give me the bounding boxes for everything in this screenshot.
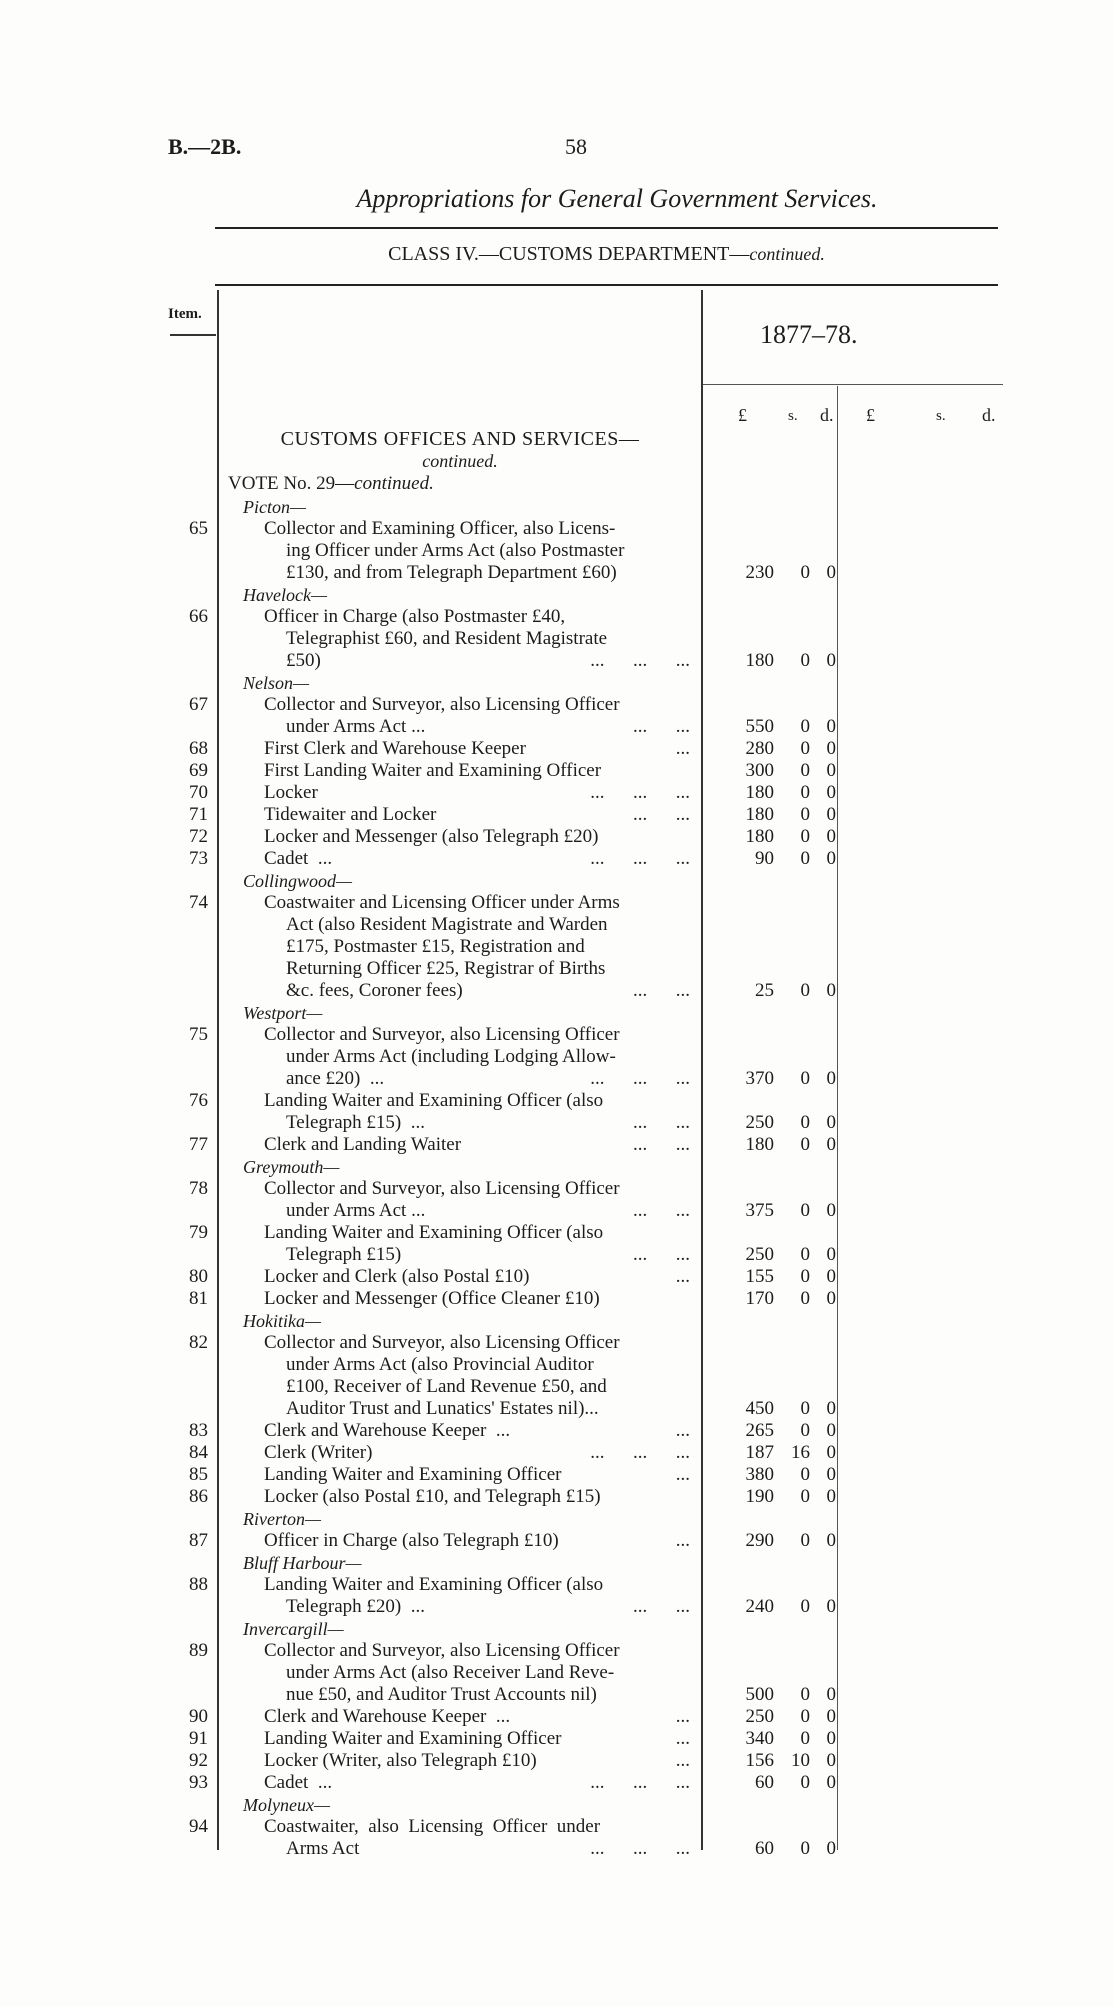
item-number: 80 [189, 1266, 208, 1287]
amount-pounds: 190 [745, 1486, 774, 1507]
item-description: Nelson— [243, 673, 310, 693]
table-row [0, 1728, 1114, 1750]
item-description: Returning Officer £25, Registrar of Births [286, 958, 606, 979]
table-row [0, 1442, 1114, 1464]
amount-pounds: 280 [745, 738, 774, 759]
amount-shillings: 0 [800, 760, 810, 781]
vote-label: VOTE No. 29— [228, 473, 355, 494]
table-row [0, 1772, 1114, 1794]
class-title-text: CLASS IV.—CUSTOMS DEPARTMENT— [388, 243, 750, 265]
class-title [215, 243, 998, 266]
table-row [0, 716, 1114, 738]
item-description: Telegraph £15) ... [286, 1112, 426, 1133]
location-heading [0, 1310, 1114, 1332]
amount-pence: 0 [826, 1772, 836, 1793]
amount-pence: 0 [826, 1486, 836, 1507]
amount-shillings: 0 [800, 782, 810, 803]
table-row [0, 1684, 1114, 1706]
table-row [0, 760, 1114, 782]
table-row [0, 826, 1114, 848]
item-number: 86 [189, 1486, 208, 1507]
vote-continued: continued. [354, 473, 434, 494]
item-number: 83 [189, 1420, 208, 1441]
amount-pounds: 450 [745, 1398, 774, 1419]
class-title-suffix: continued. [749, 244, 825, 264]
item-description: £175, Postmaster £15, Registration and [286, 936, 585, 957]
leader-dots: ... ... [633, 1244, 690, 1265]
amount-shillings: 0 [800, 980, 810, 1001]
item-description: Arms Act [286, 1838, 360, 1859]
item-description: Tidewaiter and Locker [264, 804, 437, 825]
item-description: Clerk and Warehouse Keeper ... [264, 1420, 511, 1441]
item-number: 90 [189, 1706, 208, 1727]
table-row [0, 1288, 1114, 1310]
amount-shillings: 0 [800, 1772, 810, 1793]
table-row [0, 1816, 1114, 1838]
item-number: 85 [189, 1464, 208, 1485]
item-number: 77 [189, 1134, 208, 1155]
item-number: 88 [189, 1574, 208, 1595]
item-description: Landing Waiter and Examining Officer (also [264, 1090, 604, 1111]
location-heading [0, 870, 1114, 892]
item-description: ing Officer under Arms Act (also Postmaster [286, 540, 625, 561]
item-number: 71 [189, 804, 208, 825]
item-description: Collingwood— [243, 871, 353, 891]
leader-dots: ... ... ... [590, 1068, 690, 1089]
amount-pounds: 340 [745, 1728, 774, 1749]
table-row [0, 1222, 1114, 1244]
item-number: 89 [189, 1640, 208, 1661]
item-number: 75 [189, 1024, 208, 1045]
amount-pence: 0 [826, 1398, 836, 1419]
amount-shillings: 0 [800, 1134, 810, 1155]
amount-pence: 0 [826, 1728, 836, 1749]
item-number: 81 [189, 1288, 208, 1309]
item-description: Collector and Surveyor, also Licensing Officer [264, 1332, 620, 1353]
leader-dots: ... ... [633, 1112, 690, 1133]
amount-pounds: 290 [745, 1530, 774, 1551]
table-row [0, 1706, 1114, 1728]
item-description: Telegraph £15) [286, 1244, 402, 1265]
item-description: Westport— [243, 1003, 323, 1023]
leader-dots: ... [675, 1750, 690, 1771]
item-number: 72 [189, 826, 208, 847]
item-description: Officer in Charge (also Postmaster £40, [264, 606, 566, 627]
item-description: Havelock— [243, 585, 327, 605]
leader-dots: ... ... [633, 1596, 690, 1617]
item-number: 67 [189, 694, 208, 715]
amount-pence: 0 [826, 1684, 836, 1705]
amount-pence: 0 [826, 562, 836, 583]
amount-shillings: 0 [800, 1266, 810, 1287]
leader-dots: ... [675, 1266, 690, 1287]
title-rule [215, 227, 998, 229]
amount-pounds: 240 [745, 1596, 774, 1617]
leader-dots: ... ... [633, 1134, 690, 1155]
amount-pence: 0 [826, 804, 836, 825]
amount-shillings: 0 [800, 1398, 810, 1419]
table-row [0, 1574, 1114, 1596]
table-row [0, 914, 1114, 936]
item-description: Landing Waiter and Examining Officer [264, 1464, 562, 1485]
table-row [0, 848, 1114, 870]
amount-pence: 0 [826, 826, 836, 847]
leader-dots: ... [675, 738, 690, 759]
amount-pounds: 180 [745, 782, 774, 803]
item-description: Hokitika— [243, 1311, 321, 1331]
item-description: Greymouth— [243, 1157, 340, 1177]
amount-shillings: 0 [800, 1244, 810, 1265]
amount-shillings: 0 [800, 1596, 810, 1617]
leader-dots: ... ... [633, 804, 690, 825]
table-row [0, 1266, 1114, 1288]
item-number: 94 [189, 1816, 208, 1837]
location-heading [0, 1794, 1114, 1816]
item-number: 70 [189, 782, 208, 803]
item-description: Clerk (Writer) [264, 1442, 373, 1463]
amount-pounds: 155 [745, 1266, 774, 1287]
location-heading [0, 1618, 1114, 1640]
amount-shillings: 0 [800, 1706, 810, 1727]
table-row [0, 1178, 1114, 1200]
amount-pounds: 187 [745, 1442, 774, 1463]
leader-dots: ... ... ... [590, 782, 690, 803]
amount-pence: 0 [826, 760, 836, 781]
amount-pounds: 25 [755, 980, 774, 1001]
table-row [0, 1354, 1114, 1376]
item-number: 76 [189, 1090, 208, 1111]
page-title: Appropriations for General Government Services. [356, 184, 878, 213]
amount-pounds: 180 [745, 650, 774, 671]
table-top-rule [215, 284, 998, 286]
table-row [0, 628, 1114, 650]
amount-pence: 0 [826, 1442, 836, 1463]
document-reference: B.—2B. [168, 134, 242, 159]
item-description: Collector and Examining Officer, also Licens- [264, 518, 616, 539]
item-number: 84 [189, 1442, 208, 1463]
amount-shillings: 0 [800, 716, 810, 737]
shillings-header: s. [788, 408, 798, 424]
leader-dots: ... [675, 1530, 690, 1551]
table-row [0, 606, 1114, 628]
amount-shillings: 0 [800, 1112, 810, 1133]
amount-pence: 0 [826, 1266, 836, 1287]
amount-pence: 0 [826, 848, 836, 869]
amount-shillings: 0 [800, 1464, 810, 1485]
item-description: Landing Waiter and Examining Officer [264, 1728, 562, 1749]
item-number: 73 [189, 848, 208, 869]
table-row [0, 1662, 1114, 1684]
leader-dots: ... ... ... [590, 848, 690, 869]
amount-pence: 0 [826, 980, 836, 1001]
leader-dots: ... ... ... [590, 1442, 690, 1463]
table-row [0, 1640, 1114, 1662]
amount-shillings: 0 [800, 826, 810, 847]
item-description: Riverton— [243, 1509, 321, 1529]
pence-total-header: d. [982, 405, 996, 425]
item-description: Auditor Trust and Lunatics' Estates nil)... [286, 1398, 599, 1419]
item-description: Coastwaiter and Licensing Officer under Arms [264, 892, 620, 913]
item-description: Locker and Messenger (Office Cleaner £10) [264, 1288, 600, 1309]
location-heading [0, 1508, 1114, 1530]
item-column-header: Item. [168, 306, 202, 322]
item-description: £130, and from Telegraph Department £60) [286, 562, 617, 583]
item-description: under Arms Act (also Provincial Auditor [286, 1354, 594, 1375]
item-description: Landing Waiter and Examining Officer (also [264, 1222, 604, 1243]
item-header-underline [170, 334, 216, 336]
amount-pounds: 250 [745, 1112, 774, 1133]
table-row [0, 518, 1114, 540]
item-description: Clerk and Landing Waiter [264, 1134, 462, 1155]
table-row [0, 650, 1114, 672]
item-number: 66 [189, 606, 208, 627]
item-description: Molyneux— [243, 1795, 330, 1815]
amount-shillings: 0 [800, 738, 810, 759]
amount-pence: 0 [826, 1706, 836, 1727]
location-heading [0, 584, 1114, 606]
table-row [0, 540, 1114, 562]
item-description: First Clerk and Warehouse Keeper [264, 738, 526, 759]
item-description: Collector and Surveyor, also Licensing Officer [264, 1024, 620, 1045]
item-number: 93 [189, 1772, 208, 1793]
item-number: 92 [189, 1750, 208, 1771]
table-row [0, 738, 1114, 760]
item-description: Locker and Messenger (also Telegraph £20) [264, 826, 599, 847]
table-row [0, 694, 1114, 716]
item-description: £50) [286, 650, 321, 671]
table-row [0, 1134, 1114, 1156]
table-row [0, 1464, 1114, 1486]
table-row [0, 1398, 1114, 1420]
section-heading-continued: continued. [422, 451, 498, 471]
section-heading: CUSTOMS OFFICES AND SERVICES— [280, 428, 640, 450]
location-heading [0, 1552, 1114, 1574]
item-description: Cadet ... [264, 1772, 333, 1793]
item-description: Officer in Charge (also Telegraph £10) [264, 1530, 559, 1551]
amount-pounds: 300 [745, 760, 774, 781]
table-row [0, 1376, 1114, 1398]
amount-pence: 0 [826, 1112, 836, 1133]
amount-pounds: 250 [745, 1706, 774, 1727]
amount-shillings: 0 [800, 1068, 810, 1089]
amount-pounds: 370 [745, 1068, 774, 1089]
table-row [0, 1486, 1114, 1508]
amount-pounds: 380 [745, 1464, 774, 1485]
amount-shillings: 16 [791, 1442, 810, 1463]
item-number: 82 [189, 1332, 208, 1353]
amount-pounds: 265 [745, 1420, 774, 1441]
leader-dots: ... [675, 1706, 690, 1727]
amount-pence: 0 [826, 1464, 836, 1485]
item-description: Collector and Surveyor, also Licensing Officer [264, 1640, 620, 1661]
table-row [0, 562, 1114, 584]
item-description: under Arms Act ... [286, 716, 426, 737]
pence-header: d. [820, 405, 834, 425]
location-heading [0, 1002, 1114, 1024]
pounds-header: £ [738, 405, 747, 425]
item-description: &c. fees, Coroner fees) [286, 980, 463, 1001]
pounds-total-header: £ [866, 405, 875, 425]
item-description: Telegraph £20) ... [286, 1596, 426, 1617]
amount-pence: 0 [826, 782, 836, 803]
table-row [0, 980, 1114, 1002]
leader-dots: ... ... [633, 980, 690, 1001]
amount-shillings: 0 [800, 1838, 810, 1859]
table-row [0, 1046, 1114, 1068]
location-heading [0, 672, 1114, 694]
amount-pence: 0 [826, 1838, 836, 1859]
amount-shillings: 0 [800, 562, 810, 583]
item-description: Act (also Resident Magistrate and Warden [286, 914, 608, 935]
amount-pence: 0 [826, 1750, 836, 1771]
table-row [0, 1332, 1114, 1354]
amount-shillings: 0 [800, 1728, 810, 1749]
amount-pence: 0 [826, 1288, 836, 1309]
table-row [0, 804, 1114, 826]
item-number: 65 [189, 518, 208, 539]
leader-dots: ... [675, 1420, 690, 1441]
table-row [0, 1112, 1114, 1134]
item-description: Telegraphist £60, and Resident Magistrate [286, 628, 608, 649]
item-description: under Arms Act ... [286, 1200, 426, 1221]
amount-pounds: 550 [745, 716, 774, 737]
vote-line [228, 473, 434, 495]
item-description: Locker and Clerk (also Postal £10) [264, 1266, 530, 1287]
table-row [0, 892, 1114, 914]
table-row [0, 782, 1114, 804]
year-column-header: 1877–78. [760, 320, 858, 349]
amount-pounds: 250 [745, 1244, 774, 1265]
amount-shillings: 0 [800, 804, 810, 825]
item-description: Locker (Writer, also Telegraph £10) [264, 1750, 537, 1771]
amount-pounds: 500 [745, 1684, 774, 1705]
item-description: under Arms Act (including Lodging Allow- [286, 1046, 616, 1067]
leader-dots: ... ... ... [590, 1772, 690, 1793]
item-number: 69 [189, 760, 208, 781]
table-row [0, 1024, 1114, 1046]
leader-dots: ... [675, 1464, 690, 1485]
table-row [0, 1068, 1114, 1090]
amount-pence: 0 [826, 716, 836, 737]
amount-pounds: 180 [745, 804, 774, 825]
table-row [0, 1596, 1114, 1618]
item-description: £100, Receiver of Land Revenue £50, and [286, 1376, 607, 1397]
table-row [0, 1530, 1114, 1552]
item-description: Bluff Harbour— [243, 1553, 362, 1573]
item-number: 68 [189, 738, 208, 759]
amount-shillings: 0 [800, 1288, 810, 1309]
page-number: 58 [565, 134, 587, 159]
leader-dots: ... ... ... [590, 650, 690, 671]
amount-shillings: 0 [800, 1420, 810, 1441]
item-description: nue £50, and Auditor Trust Accounts nil) [286, 1684, 597, 1705]
location-heading [0, 1156, 1114, 1178]
amount-shillings: 0 [800, 1530, 810, 1551]
item-description: Picton— [243, 497, 306, 517]
table-row [0, 1090, 1114, 1112]
amount-pence: 0 [826, 1244, 836, 1265]
item-description: under Arms Act (also Receiver Land Reve- [286, 1662, 615, 1683]
item-description: Cadet ... [264, 848, 333, 869]
amount-pounds: 60 [755, 1838, 774, 1859]
amount-shillings: 0 [800, 1684, 810, 1705]
leader-dots: ... [675, 1728, 690, 1749]
item-number: 87 [189, 1530, 208, 1551]
item-description: Collector and Surveyor, also Licensing Officer [264, 1178, 620, 1199]
table-row [0, 1420, 1114, 1442]
location-heading [0, 496, 1114, 518]
table-row [0, 936, 1114, 958]
amount-pounds: 60 [755, 1772, 774, 1793]
amount-pence: 0 [826, 1068, 836, 1089]
amount-pounds: 375 [745, 1200, 774, 1221]
amount-pence: 0 [826, 1420, 836, 1441]
amount-shillings: 0 [800, 1200, 810, 1221]
amount-shillings: 0 [800, 1486, 810, 1507]
item-description: Clerk and Warehouse Keeper ... [264, 1706, 511, 1727]
item-description: Landing Waiter and Examining Officer (also [264, 1574, 604, 1595]
year-header-rule [703, 384, 1003, 385]
table-row [0, 958, 1114, 980]
table-row [0, 1200, 1114, 1222]
amount-pounds: 230 [745, 562, 774, 583]
amount-shillings: 10 [791, 1750, 810, 1771]
leader-dots: ... ... [633, 716, 690, 737]
shillings-total-header: s. [936, 408, 946, 424]
amount-pounds: 90 [755, 848, 774, 869]
table-row [0, 1244, 1114, 1266]
amount-shillings: 0 [800, 650, 810, 671]
amount-pence: 0 [826, 1134, 836, 1155]
item-description: Collector and Surveyor, also Licensing Officer [264, 694, 620, 715]
amount-pence: 0 [826, 1530, 836, 1551]
amount-pounds: 170 [745, 1288, 774, 1309]
amount-shillings: 0 [800, 848, 810, 869]
amount-pounds: 180 [745, 826, 774, 847]
item-description: Invercargill— [243, 1619, 344, 1639]
item-description: Locker (also Postal £10, and Telegraph £15) [264, 1486, 601, 1507]
amount-pence: 0 [826, 738, 836, 759]
amount-pence: 0 [826, 1596, 836, 1617]
item-number: 78 [189, 1178, 208, 1199]
item-number: 91 [189, 1728, 208, 1749]
leader-dots: ... ... ... [590, 1838, 690, 1859]
amount-pounds: 156 [745, 1750, 774, 1771]
item-description: Locker [264, 782, 318, 803]
table-row [0, 1838, 1114, 1860]
amount-pence: 0 [826, 650, 836, 671]
item-description: First Landing Waiter and Examining Officer [264, 760, 602, 781]
item-description: ance £20) ... [286, 1068, 385, 1089]
item-number: 79 [189, 1222, 208, 1243]
item-number: 74 [189, 892, 208, 913]
amount-pence: 0 [826, 1200, 836, 1221]
amount-pounds: 180 [745, 1134, 774, 1155]
leader-dots: ... ... [633, 1200, 690, 1221]
table-row [0, 1750, 1114, 1772]
item-description: Coastwaiter, also Licensing Officer under [264, 1816, 601, 1837]
